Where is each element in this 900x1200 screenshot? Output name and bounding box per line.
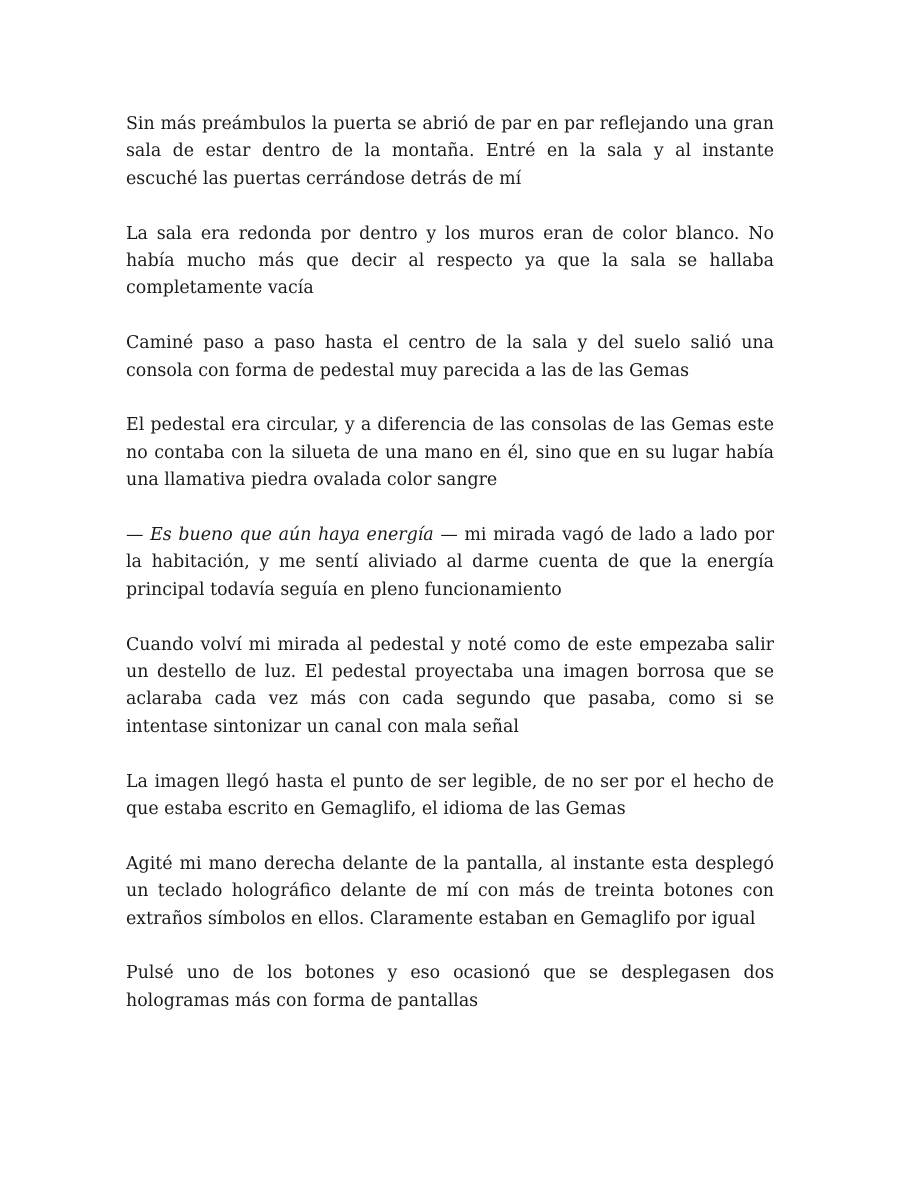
paragraph-4: El pedestal era circular, y a diferencia de las consolas de las Gemas este no contaba con la silueta de una mano en él, sino que en su lugar había una llamativa piedra ovalada color sangre: [126, 415, 774, 491]
dialogue-dash-open: —: [126, 525, 151, 546]
paragraph-8: Agité mi mano derecha delante de la pantalla, al instante esta desplegó un teclado holográfico delante de mí con más de treinta botones con extraños símbolos en ellos. Claramente estaban en Gemaglifo por igual: [126, 853, 774, 929]
paragraph-7: La imagen llegó hasta el punto de ser legible, de no ser por el hecho de que estaba escrito en Gemaglifo, el idioma de las Gemas: [126, 771, 774, 820]
paragraph-3: Caminé paso a paso hasta el centro de la sala y del suelo salió una consola con forma de pedestal muy parecida a las de las Gemas: [126, 333, 774, 381]
paragraph-1: Sin más preámbulos la puerta se abrió de par en par reflejando una gran sala de estar dentro de la montaña. Entré en la sala y al instante escuché las puertas cerrándose detrás de mí: [126, 114, 774, 189]
paragraph-5-dialogue: [126, 522, 774, 604]
dialogue-italic-speech: Es bueno que aún haya energía: [150, 525, 434, 546]
paragraph-2: La sala era redonda por dentro y los muros eran de color blanco. No había mucho más que decir al respecto ya que la sala se hallaba completamente vacía: [126, 223, 774, 299]
dialogue-narration: — mi mirada vagó de lado a lado por la habitación, y me sentí aliviado al darme cuenta de que la energía principal todavía seguía en pleno funcionamiento: [126, 525, 775, 600]
paragraph-9: Pulsé uno de los botones y eso ocasionó que se desplegasen dos hologramas más con forma de pantallas: [126, 963, 774, 1011]
document-page: [126, 111, 774, 1043]
paragraph-6: Cuando volví mi mirada al pedestal y noté como de este empezaba salir un destello de luz. El pedestal proyectaba una imagen borrosa que se aclaraba cada vez más con cada segundo que pasaba, como si se intentase sintonizar un canal con mala señal: [126, 634, 774, 737]
